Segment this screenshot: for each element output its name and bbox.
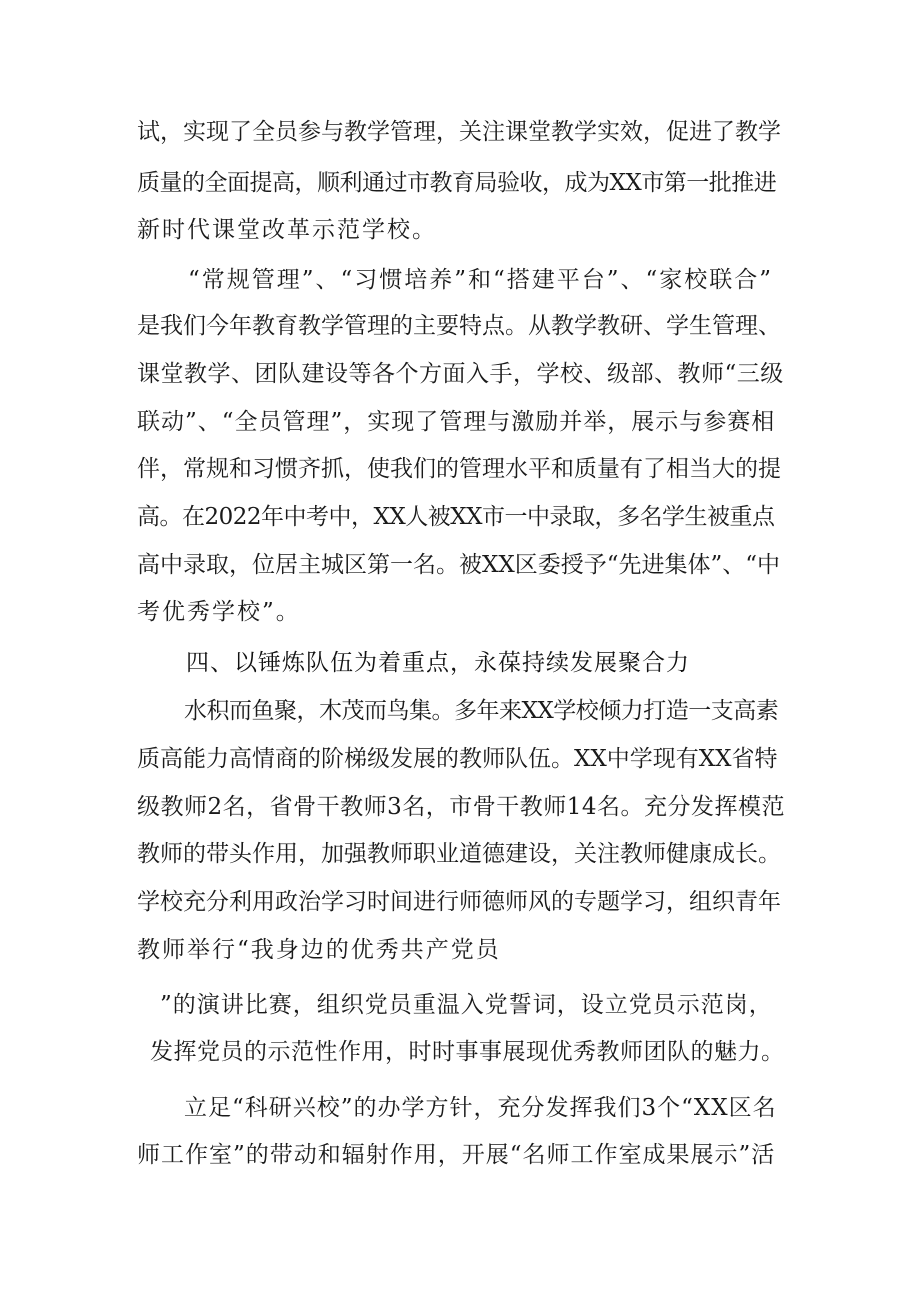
text-line: 学校充分利用政治学习时间进行师德师风的专题学习，组织青年 [137, 889, 781, 915]
text-line: 发挥党员的示范性作用，时时事事展现优秀教师团队的魅力。 [150, 1039, 785, 1065]
text-line: 联动”、“全员管理”，实现了管理与激励并举，展示与参赛相 [137, 409, 776, 435]
text-line: 试，实现了全员参与教学管理，关注课堂教学实效，促进了教学 [137, 119, 781, 145]
text-line: 级教师2名，省骨干教师3名，市骨干教师14名。充分发挥模范 [137, 794, 786, 820]
text-line: 立足“科研兴校”的办学方针，充分发挥我们3个“XX区名 [184, 1095, 777, 1121]
text-line: 质量的全面提高，顺利通过市教育局验收，成为XX市第一批推进 [137, 170, 777, 196]
text-line: 伴，常规和习惯齐抓，使我们的管理水平和质量有了相当大的提 [137, 456, 781, 482]
text-line: ”的演讲比赛，组织党员重温入党誓词，设立党员示范岗， [160, 992, 773, 1018]
text-line: 高。在2022年中考中，XX人被XX市一中录取，多名学生被重点 [137, 504, 775, 530]
text-line: 新时代课堂改革示范学校。 [137, 217, 437, 243]
text-line: 质高能力高情商的阶梯级发展的教师队伍。XX中学现有XX省特 [137, 746, 778, 772]
text-line: 课堂教学、团队建设等各个方面入手，学校、级部、教师“三级 [137, 361, 784, 387]
text-line: 教师的带头作用，加强教师职业道德建设，关注教师健康成长。 [137, 841, 781, 867]
text-line: 是我们今年教育教学管理的主要特点。从教学教研、学生管理、 [137, 313, 781, 339]
text-line: 教师举行“我身边的优秀共产党员 [137, 937, 501, 963]
text-line: “常规管理”、“习惯培养”和“搭建平台”、“家校联合” [188, 267, 774, 293]
section-heading: 四、以锤炼队伍为着重点，永葆持续发展聚合力 [186, 650, 690, 676]
text-line: 师工作室”的带动和辐射作用，开展“名师工作室成果展示”活 [137, 1142, 776, 1168]
text-line: 考优秀学校”。 [137, 599, 301, 625]
text-line: 高中录取，位居主城区第一名。被XX区委授予“先进集体”、“中 [137, 552, 781, 578]
text-line: 水积而鱼聚，木茂而鸟集。多年来XX学校倾力打造一支高素 [184, 698, 779, 724]
